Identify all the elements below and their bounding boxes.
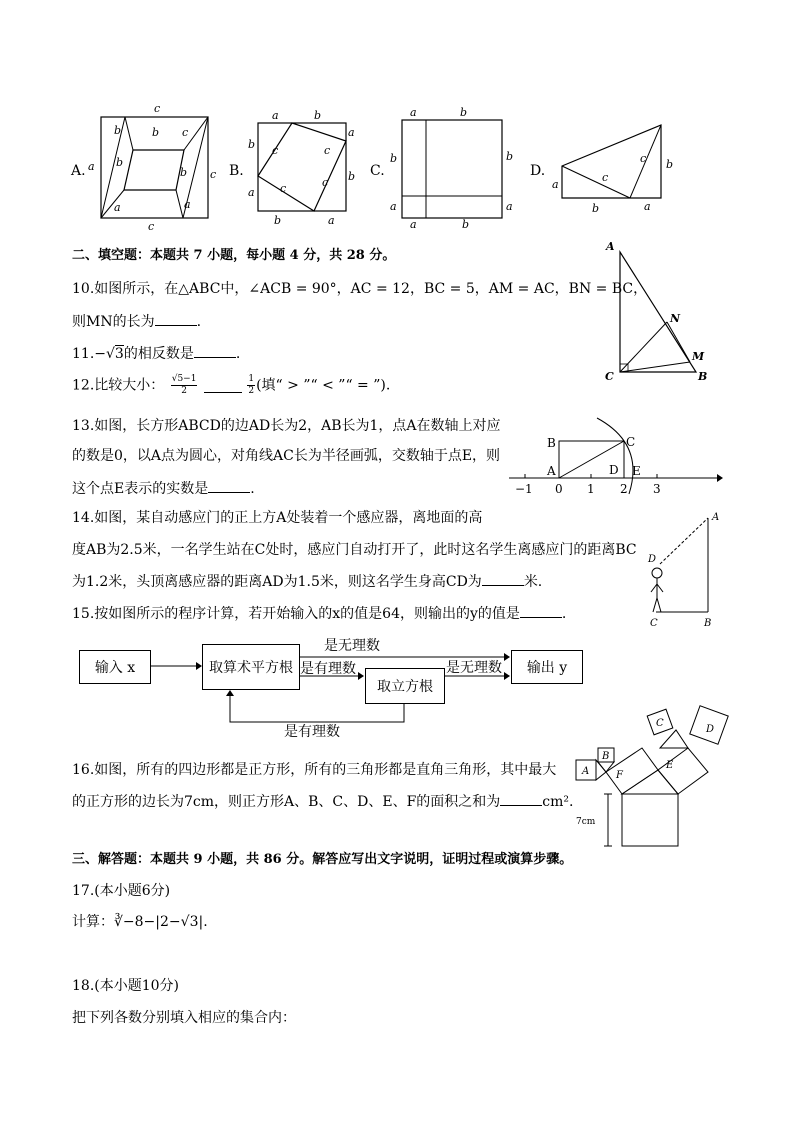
q13-figure-letter: C (626, 435, 636, 449)
fraction-1 (171, 374, 198, 397)
flow-label-rational-bottom: 是有理数 (284, 724, 340, 740)
fraction-2 (247, 374, 255, 397)
answer-blank (194, 343, 236, 358)
q16-line1: 16.如图，所有的四边形都是正方形，所有的三角形都是直角三角形，其中最大 (72, 762, 557, 778)
flow-cube-label: 取立方根 (377, 679, 433, 695)
q9-options (70, 100, 710, 240)
q10-end: . (196, 314, 202, 330)
q18-header: 18.(本小题10分) (72, 978, 180, 994)
q13-figure-letter: A (547, 464, 556, 478)
option-b-side-label: b (274, 214, 282, 227)
q14-figure-label: C (650, 618, 658, 629)
fraction-2-num: 1 (248, 374, 255, 384)
fraction-1-den: 2 (181, 386, 187, 396)
q11 (72, 343, 240, 364)
q11-suffix: 的相反数是 (123, 346, 194, 362)
option-a-side-label: a (114, 201, 121, 214)
q13-figure-letter: E (632, 464, 641, 478)
option-b-side-label: c (324, 144, 331, 157)
q16-figure-label: B (602, 751, 610, 762)
answer-blank (500, 791, 542, 806)
flow-cube-box (365, 668, 445, 704)
q11-end: . (235, 346, 241, 362)
sqrt-sign: √ (106, 346, 115, 362)
q16-figure-label: E (666, 760, 674, 771)
q15-end: . (561, 606, 567, 622)
option-a-side-label: b (116, 156, 124, 169)
flow-output-label: 输出 y (526, 660, 568, 676)
q14-figure (640, 508, 724, 630)
option-b-side-label: a (272, 109, 279, 122)
q12 (72, 374, 390, 404)
q16-figure-label: D (706, 724, 715, 735)
option-b-side-label: a (348, 126, 355, 139)
q14-figure-label: A (712, 512, 720, 523)
section3-title: 三、解答题：本题共 9 小题，共 86 分。解答应写出文字说明，证明过程或演算步骤。 (72, 852, 573, 867)
q13-line1: 13.如图，长方形ABCD的边AD长为2，AB长为1，点A在数轴上对应 (72, 418, 501, 434)
q13-tick-label: 2 (620, 482, 628, 496)
option-d-side-label: b (666, 158, 674, 171)
option-c-label: C. (370, 163, 385, 179)
option-c-side-label: a (410, 106, 417, 119)
option-b-side-label: b (248, 138, 256, 151)
answer-blank (208, 478, 250, 493)
flow-label-irrational-top: 是无理数 (324, 638, 380, 654)
option-a-side-label: a (184, 198, 191, 211)
option-b-side-label: a (328, 214, 335, 227)
q16-line2-text: 的正方形的边长为7cm，则正方形A、B、C、D、E、F的面积之和为 (72, 794, 501, 810)
q16-figure-label: F (616, 770, 623, 781)
option-c-side-label: b (506, 150, 514, 163)
flow-sqrt-box (202, 644, 300, 690)
q13-figure-letter: D (609, 463, 619, 477)
flow-input-label: 输入 x (94, 660, 136, 676)
q13-tick-label: 1 (587, 482, 595, 496)
q14-figure-label: B (704, 618, 712, 629)
option-a-side-label: b (180, 166, 188, 179)
q16-unit: cm². (542, 794, 574, 810)
q14-line1: 14.如图，某自动感应门的正上方A处装着一个感应器，离地面的高 (72, 510, 483, 526)
option-b-side-label: c (322, 176, 329, 189)
q10-figure-label: N (670, 312, 681, 325)
q17-header: 17.(本小题6分) (72, 883, 171, 899)
option-b-label: B. (229, 163, 244, 179)
fraction-1-num: √5−1 (171, 374, 197, 384)
section2-title: 二、填空题：本题共 7 小题，每小题 4 分，共 28 分。 (72, 248, 396, 263)
q10-figure-label: B (698, 370, 708, 383)
option-a-side-label: c (182, 126, 189, 139)
q11-prefix: 11.− (72, 346, 106, 362)
answer-blank (520, 603, 562, 618)
option-d-side-label: c (640, 152, 647, 165)
answer-blank (204, 378, 242, 393)
q16-pythagoras-tree-figure (568, 702, 748, 850)
option-d-side-label: c (602, 171, 609, 184)
q16-figure-label: 7cm (576, 817, 596, 827)
q14-end: 米. (523, 574, 543, 590)
option-c-side-label: b (462, 218, 470, 231)
option-d-label: D. (530, 163, 546, 179)
option-c-side-label: b (390, 152, 398, 165)
q15-text: 15.按如图所示的程序计算，若开始输入的x的值是64，则输出的y的值是 (72, 606, 520, 622)
q13-line2: 的数是0，以A点为圆心，对角线AC长为半径画弧，交数轴于点E，则 (72, 448, 501, 464)
q16-figure-label: C (656, 718, 664, 729)
q10-figure (600, 238, 720, 384)
flow-label-rational-mid: 是有理数 (300, 661, 356, 677)
option-b-side-label: b (348, 170, 356, 183)
q13-tick-label: 3 (653, 482, 661, 496)
q10-figure-label: M (692, 350, 705, 363)
q15-flowchart (76, 636, 596, 746)
answer-blank (482, 571, 524, 586)
option-a-side-label: b (152, 126, 160, 139)
q16-line2 (72, 791, 573, 812)
flow-input-box (79, 650, 151, 684)
q18-text: 把下列各数分别填入相应的集合内： (72, 1010, 296, 1026)
q10-line2-text: 则MN的长为 (72, 314, 155, 330)
q14-figure-label: D (648, 554, 657, 565)
q13-number-line-figure (505, 414, 725, 500)
q10-figure-label: C (605, 370, 614, 383)
option-a-side-label: c (154, 102, 161, 115)
q10-figure-label: A (606, 240, 615, 253)
q12-prefix: 12.比较大小： (72, 377, 165, 394)
option-c-side-label: a (390, 200, 397, 213)
option-b-side-label: c (272, 144, 279, 157)
q12-suffix: (填“ > ”“ < ”“ = ”). (256, 377, 391, 394)
option-b-figure (246, 108, 356, 226)
q17-text: 计算：∛−8−|2−√3|. (72, 914, 208, 930)
q13-line3-text: 这个点E表示的实数是 (72, 481, 209, 497)
option-b-side-label: b (314, 109, 322, 122)
option-a-figure (86, 100, 222, 232)
option-c-figure (386, 106, 514, 231)
flow-sqrt-label: 取算术平方根 (209, 660, 293, 676)
option-a-side-label: b (114, 124, 122, 137)
q16-figure-label: A (582, 766, 590, 777)
option-c-side-label: b (460, 106, 468, 119)
q14-line2: 度AB为2.5米，一名学生站在C处时，感应门自动打开了，此时这名学生离感应门的距离BC (72, 542, 637, 558)
q10-line1: 10.如图所示，在△ABC中，∠ACB = 90°，AC = 12，BC = 5，AM = AC，BN = BC， (72, 281, 648, 297)
q13-tick-label: 0 (555, 482, 563, 496)
q11-root: 3 (114, 346, 124, 362)
flow-label-irrational-mid: 是无理数 (446, 660, 502, 676)
flow-output-box (511, 650, 583, 684)
option-a-label: A. (71, 163, 86, 179)
answer-blank (155, 311, 197, 326)
q13-figure-letter: B (547, 436, 556, 450)
q13-end: . (250, 481, 255, 497)
fraction-2-den: 2 (248, 386, 255, 396)
q13-tick-label: −1 (515, 482, 533, 496)
option-a-side-label: a (88, 160, 95, 173)
option-a-side-label: c (148, 220, 155, 233)
q13-line3 (72, 478, 255, 499)
option-c-side-label: a (506, 200, 513, 213)
q10-line2 (72, 311, 201, 332)
q15 (72, 603, 566, 624)
option-d-figure (552, 118, 682, 218)
option-d-side-label: a (644, 200, 651, 213)
option-c-side-label: a (410, 218, 417, 231)
option-d-side-label: a (552, 178, 559, 191)
option-b-side-label: c (280, 182, 287, 195)
option-d-side-label: b (592, 202, 600, 215)
option-a-side-label: c (210, 168, 217, 181)
q14-line3 (72, 571, 542, 592)
option-b-side-label: a (248, 186, 255, 199)
q14-line3-text: 为1.2米，头顶离感应器的距离AD为1.5米，则这名学生身高CD为 (72, 574, 482, 590)
